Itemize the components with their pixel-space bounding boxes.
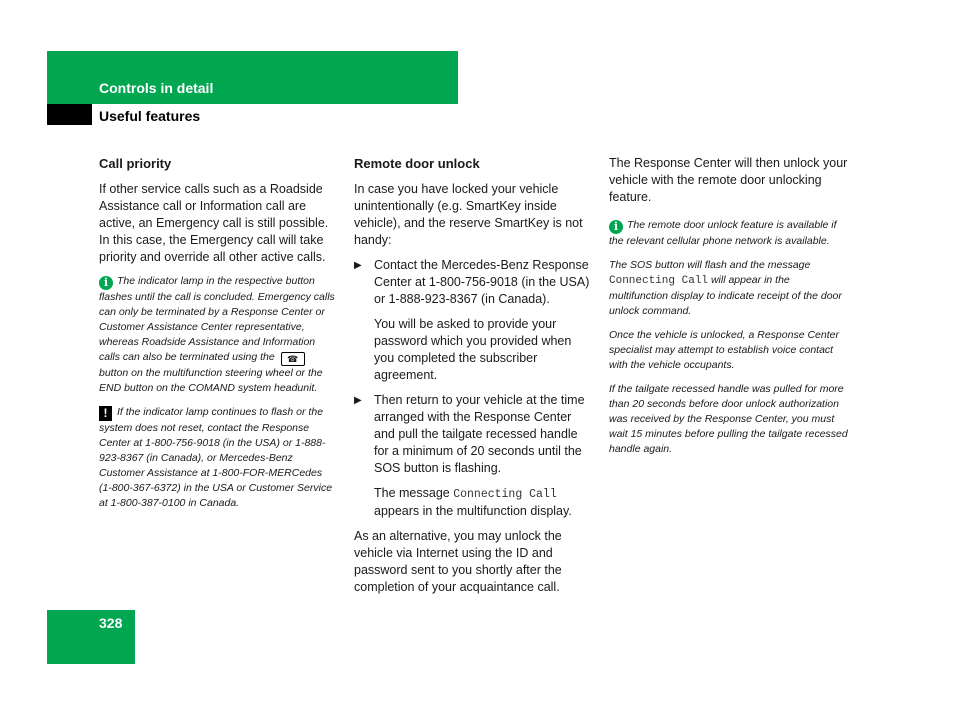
response-center-paragraph: The Response Center will then unlock your vehicle with the remote door unlocking feature. (609, 156, 848, 204)
display-message-prefix: The message (374, 486, 450, 500)
step-1-follow: You will be asked to provide your password which you provided when you completed the subscriber agreement. (374, 317, 572, 382)
sos-note-code: Connecting Call (609, 275, 709, 287)
subsection-marker (47, 104, 92, 125)
info-note-text-b: button on the multifunction steering wheel or the END button on the COMAND system headunit. (99, 367, 323, 394)
section-title: Controls in detail (99, 80, 214, 96)
display-message (354, 485, 592, 520)
step-2-text: Then return to your vehicle at the time arranged with the Response Center and pull the tailgate recessed handle for a minimum of 20 seconds until the SOS button is flashing. (374, 393, 585, 475)
bullet-arrow-icon: ▶ (354, 260, 362, 271)
voice-contact-note: Once the vehicle is unlocked, a Response Center specialist may attempt to establish voice contact with the vehicle occupants. (609, 329, 839, 371)
warning-icon: ! (99, 406, 112, 421)
remote-unlock-heading: Remote door unlock (354, 156, 480, 171)
page-number: 328 (99, 615, 123, 631)
availability-note-text: The remote door unlock feature is available if the relevant cellular phone network is available. (609, 219, 837, 247)
info-note-text-a: The indicator lamp in the respective button flashes until the call is concluded. Emergency calls can only be terminated by a Response Center or Customer Assistance Center representative, whereas Roadside Assistance and Information calls can also be terminated using the (99, 275, 335, 363)
header-bar (47, 51, 458, 104)
bullet-arrow-icon: ▶ (354, 395, 362, 406)
availability-note (609, 218, 849, 249)
warning-note (99, 405, 337, 511)
subsection-title: Useful features (99, 108, 201, 124)
warning-note-text: If the indicator lamp continues to flash or the system does not reset, contact the Response Center at 1-800-756-9018 (in the USA) or 1-888-923-8367 (in Canada), or Mercedes-Benz Customer Assistance at 1-800-FOR-MERCedes (1-800-367-6372) in the USA or Customer Service at 1-800-387-0100 in Canada. (99, 406, 333, 509)
call-priority-paragraph: If other service calls such as a Roadside Assistance call or Information call are active, an Emergency call is still possible. In this case, the Emergency call will take priority and override all other active calls. (99, 182, 329, 264)
internet-alternative: As an alternative, you may unlock the vehicle via Internet using the ID and password sent to you shortly after the completion of your acquaintance call. (354, 529, 562, 594)
sos-note-text-a: The SOS button will flash and the message (609, 259, 811, 271)
phone-hangup-icon: ☎ (281, 352, 305, 366)
column-3 (609, 155, 849, 466)
step-1-text: Contact the Mercedes-Benz Response Center at 1-800-756-9018 (in the USA) or 1-888-923-8367 (in Canada). (374, 258, 590, 306)
step-1 (354, 257, 592, 308)
display-message-code: Connecting Call (453, 488, 557, 501)
sos-note-text-b: will appear in the multifunction display to indicate receipt of the door unlock command. (609, 274, 842, 317)
wait-note: If the tailgate recessed handle was pulled for more than 20 seconds before door unlock authorization was received by the Response Center, you must wait 15 minutes before pulling the tailgate recessed handle again. (609, 383, 848, 455)
call-priority-heading: Call priority (99, 156, 172, 171)
info-icon: i (609, 220, 623, 234)
sos-flash-note (609, 258, 849, 319)
display-message-suffix: appears in the multifunction display. (374, 504, 572, 518)
remote-unlock-intro: In case you have locked your vehicle unintentionally (e.g. SmartKey inside vehicle), and the reserve SmartKey is not handy: (354, 182, 583, 247)
info-icon: i (99, 276, 113, 290)
column-1 (99, 155, 337, 520)
step-2 (354, 392, 592, 477)
info-note (99, 274, 337, 396)
column-2 (354, 155, 592, 604)
